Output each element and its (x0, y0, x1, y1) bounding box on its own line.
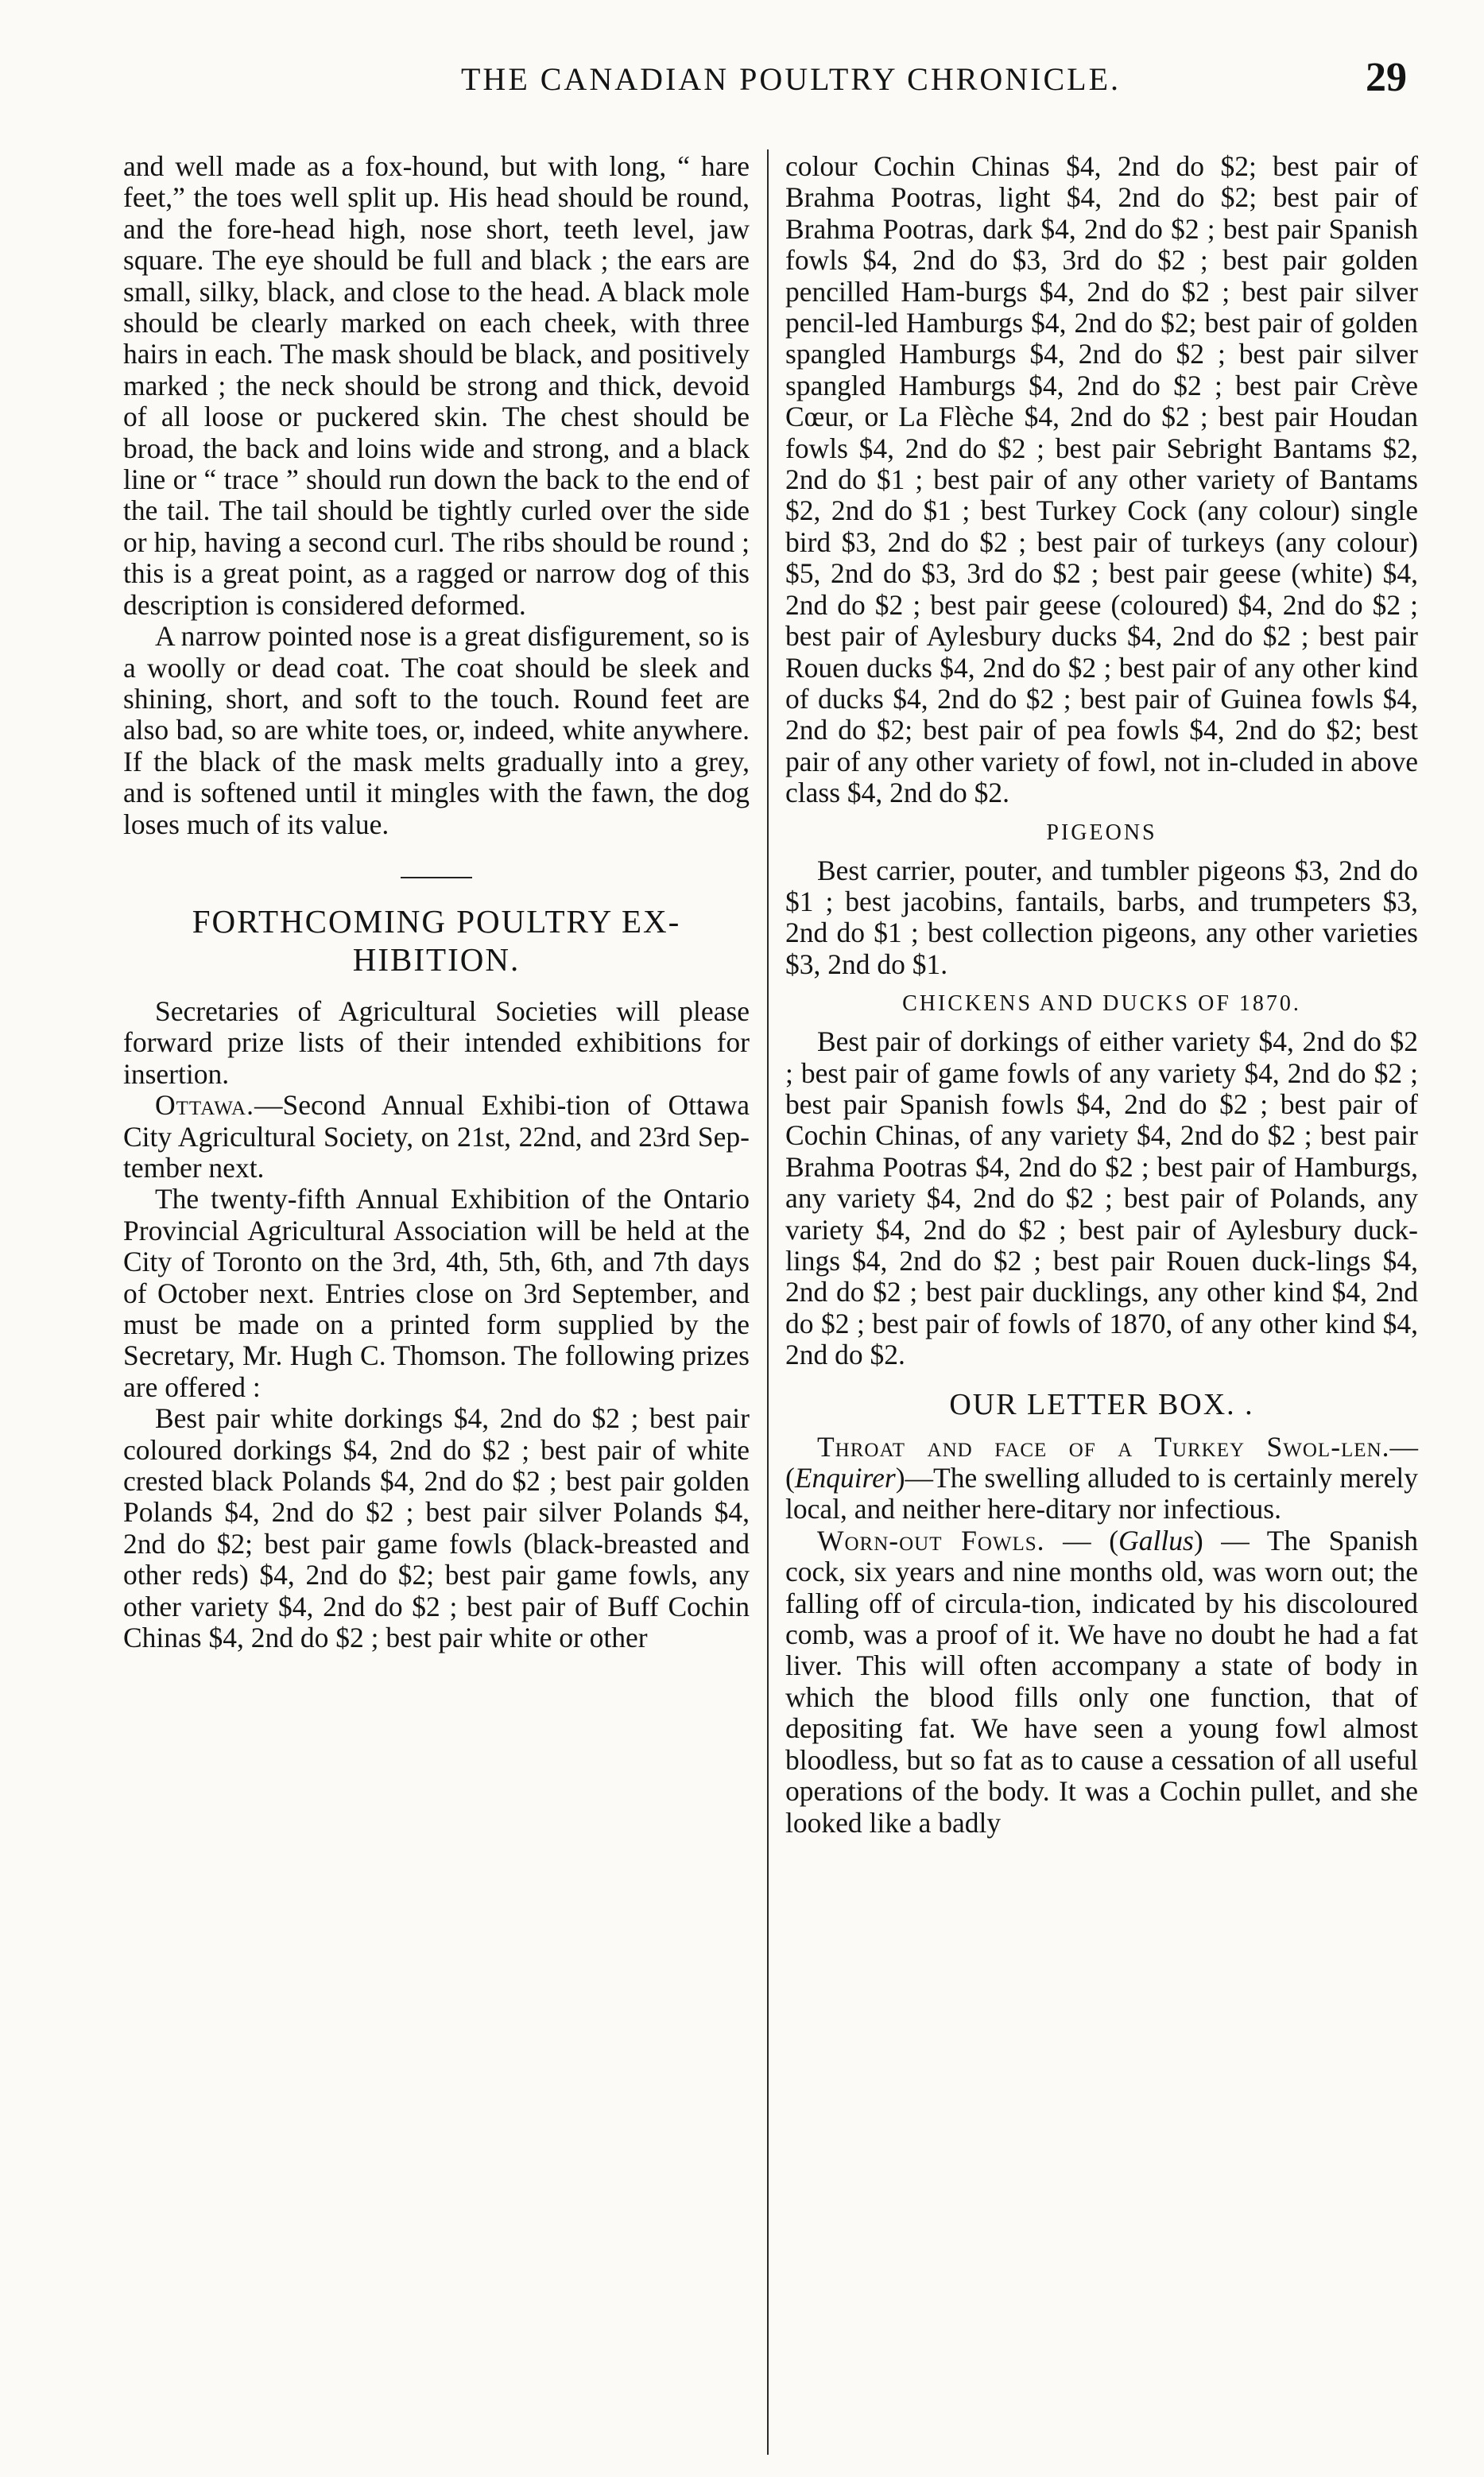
right-column (785, 151, 1418, 1839)
running-title: THE CANADIAN POULTRY CHRONICLE. (461, 61, 1122, 97)
section-title: FORTHCOMING POULTRY EX-HIBITION. (192, 902, 681, 978)
letter-turkey-paragraph (785, 1432, 1418, 1525)
pigeons-paragraph: Best carrier, pouter, and tumbler pigeons $3, 2nd do $1 ; best jacobins, fantails, barbs, and trumpeters $3, 2nd do $1 ; best collection pigeons, any other varieties $3, 2nd do $1. (785, 854, 1418, 980)
prize-list-paragraph: Best pair white dorkings $4, 2nd do $2 ; best pair coloured dorkings $4, 2nd do $2 ; best pair of white crested black Polands $4, 2nd do $2 ; best pair golden Polands $4, 2nd do $2 ; best pair silver Polands $4, 2nd do $2; best pair game fowls (black-breasted and other reds) $4, 2nd do $2; best pair game fowls, any other variety $4, 2nd do $2 ; best pair of Buff Cochin Chinas $4, 2nd do $2 ; best pair white or other (123, 1402, 750, 1654)
letter-fowls-lead: Worn-out Fowls. (817, 1524, 1045, 1556)
article-paragraph: A narrow pointed nose is a great disfigurement, so is a woolly or dead coat. The coat should be sleek and shining, short, and soft to the touch. Round feet are also bad, so are white toes, or, indeed, white anywhere. If the black of the mask melts gradually into a grey, and is softened until it mingles with the fawn, the dog loses much of its value. (123, 620, 750, 840)
letter-turkey-lead: Throat and face of a Turkey Swol-len. (817, 1430, 1390, 1463)
prize-list-continuation: colour Cochin Chinas $4, 2nd do $2; best pair of Brahma Pootras, light $4, 2nd do $2; best pair of Brahma Pootras, dark $4, 2nd do $2 ; best pair Spanish fowls $4, 2nd do $3, 3rd do $2 ; best pair golden pencilled Ham-burgs $4, 2nd do $2 ; best pair silver pencil-led Hamburgs $4, 2nd do $2; best pair of golden spangled Hamburgs $4, 2nd do $2 ; best pair silver spangled Hamburgs $4, 2nd do $2 ; best pair Crève Cœur, or La Flèche $4, 2nd do $2 ; best pair Houdan fowls $4, 2nd do $2 ; best pair Sebright Bantams $2, 2nd do $1 ; best pair of any other variety of Bantams $2, 2nd do $1 ; best Turkey Cock (any colour) single bird $3, 2nd do $2 ; best pair of turkeys (any colour) $5, 2nd do $3, 3rd do $2 ; best pair geese (white) $4, 2nd do $2 ; best pair geese (coloured) $4, 2nd do $2 ; best pair of Aylesbury ducks $4, 2nd do $2 ; best pair Rouen ducks $4, 2nd do $2 ; best pair of any other kind of ducks $4, 2nd do $2 ; best pair of Guinea fowls $4, 2nd do $2; best pair of pea fowls $4, 2nd do $2; best pair of any other variety of fowl, not in-cluded in above class $4, 2nd do $2. (785, 150, 1418, 809)
letter-box-title: OUR LETTER BOX. . (949, 1387, 1254, 1421)
left-column (123, 151, 750, 1653)
letter-turkey-dash: —( (785, 1430, 1418, 1494)
running-head (95, 51, 1407, 122)
letter-fowls-dash: — ( (1044, 1524, 1119, 1556)
pigeons-heading: PIGEONS (1046, 820, 1157, 845)
letter-turkey-correspondent: Enquirer (794, 1462, 896, 1494)
column-rule (767, 149, 769, 2455)
letter-fowls-correspondent: Gallus (1118, 1524, 1194, 1556)
letter-fowls-text: ) — The Spanish cock, six years and nine months old, was worn out; the falling off of circula-tion, indicated by his discoloured comb, was a proof of it. We have no doubt he had a fat liver. This will often accompany a state of body in which the blood fills only one function, that of depositing fat. We have seen a young fowl almost bloodless, but so fat as to cause a cessation of all useful operations of the body. It was a Cochin pullet, and she looked like a badly (785, 1524, 1418, 1839)
chickens-paragraph: Best pair of dorkings of either variety $4, 2nd do $2 ; best pair of game fowls of any variety $4, 2nd do $2 ; best pair Spanish fowls $4, 2nd do $2 ; best pair of Cochin Chinas, of any variety $4, 2nd do $2 ; best pair Brahma Pootras $4, 2nd do $2 ; best pair of Hamburgs, any variety $4, 2nd do $2 ; best pair of Polands, any variety $4, 2nd do $2 ; best pair of Aylesbury duck-lings $4, 2nd do $2 ; best pair Rouen duck-lings $4, 2nd do $2 ; best pair ducklings, any other kind $4, 2nd do $2 ; best pair of fowls of 1870, of any other kind $4, 2nd do $2. (785, 1025, 1418, 1371)
ottawa-text: —Second Annual Exhibi-tion of Ottawa City Agricultural Society, on 21st, 22nd, and 23rd Sep-tember next. (123, 1089, 750, 1184)
article-continuation-paragraph: and well made as a fox-hound, but with long, “ hare feet,” the toes well split up. His head should be round, and the fore-head high, nose short, teeth level, jaw square. The eye should be full and black ; the ears are small, silky, black, and close to the head. A black mole should be clearly marked on each cheek, with three hairs in each. The mask should be black, and positively marked ; the neck should be strong and thick, devoid of all loose or puckered skin. The chest should be broad, the back and loins wide and strong, and a black line or “ trace ” should run down the back to the end of the tail. The tail should be tightly curled over the side or hip, having a second curl. The ribs should be round ; this is a great point, as a ragged or narrow dog of this description is considered deformed. (123, 150, 750, 621)
letter-turkey-text: )—The swelling alluded to is certainly merely local, and neither here-ditary nor infectious. (785, 1462, 1418, 1525)
page-number: 29 (1366, 55, 1407, 100)
notice-paragraph: Secretaries of Agricultural Societies will please forward prize lists of their intended exhibitions for insertion. (123, 994, 750, 1090)
letter-fowls-paragraph (785, 1525, 1418, 1839)
ottawa-lead: Ottawa. (155, 1089, 254, 1122)
chickens-heading: CHICKENS AND DUCKS OF 1870. (902, 991, 1301, 1017)
section-divider (401, 877, 472, 878)
exhibition-paragraph: The twenty-fifth Annual Exhibition of the Ontario Provincial Agricultural Association will be held at the City of Toronto on the 3rd, 4th, 5th, 6th, and 7th days of October next. Entries close on 3rd September, and must be made on a printed form supplied by the Secretary, Mr. Hugh C. Thomson. The following prizes are offered : (123, 1183, 750, 1403)
ottawa-paragraph (123, 1090, 750, 1184)
